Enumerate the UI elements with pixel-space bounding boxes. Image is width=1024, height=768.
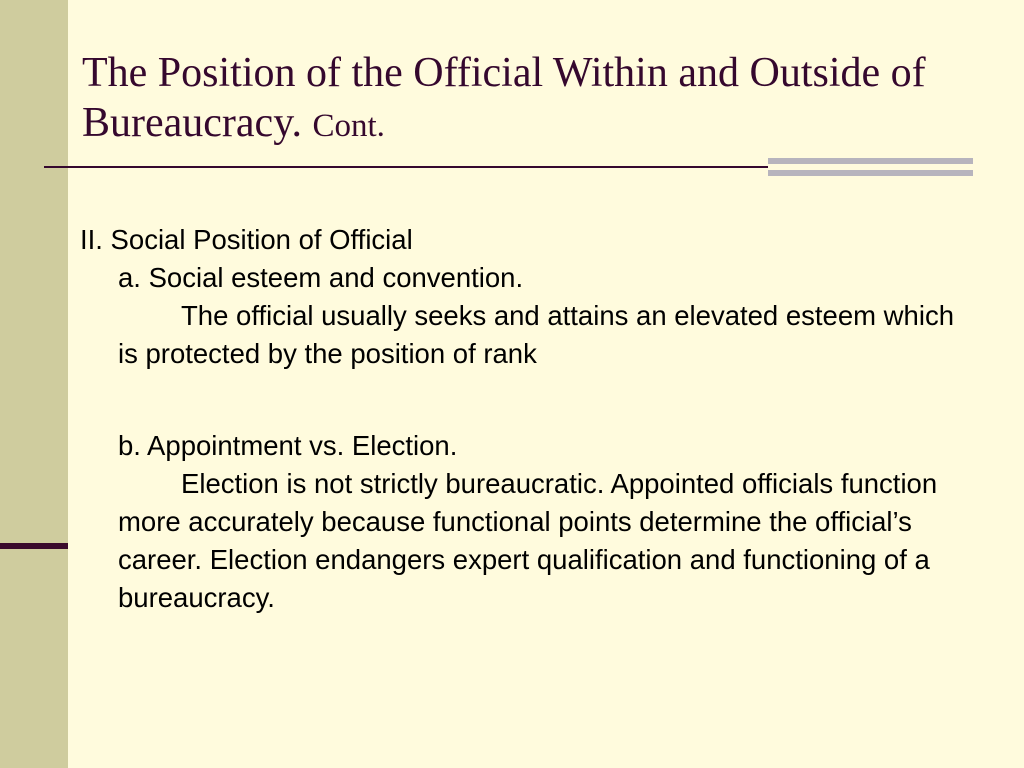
title-divider-grey-bar-top	[768, 158, 973, 164]
slide-title-text: The Position of the Official Within and Outside of Bureaucracy.	[82, 50, 926, 146]
sidebar-accent-line	[0, 543, 68, 549]
left-sidebar-band	[0, 0, 68, 768]
title-divider-line	[44, 166, 768, 168]
section-heading: II. Social Position of Official	[80, 224, 413, 255]
item-a-heading: a. Social esteem and convention.	[118, 262, 524, 293]
slide-body	[80, 221, 960, 617]
item-b-heading: b. Appointment vs. Election.	[118, 430, 458, 461]
slide-title	[82, 48, 982, 151]
item-b-paragraph: Election is not strictly bureaucratic. Appointed officials function more accurately because functional points determine the official’s career. Election endangers expert qualification and functioning of a bureaucracy.	[118, 468, 938, 613]
slide-title-suffix: Cont.	[312, 108, 385, 144]
title-divider-grey-bar-bottom	[768, 170, 973, 176]
spacer	[80, 373, 960, 427]
item-a-paragraph: The official usually seeks and attains an elevated esteem which is protected by the position of rank	[118, 300, 954, 369]
